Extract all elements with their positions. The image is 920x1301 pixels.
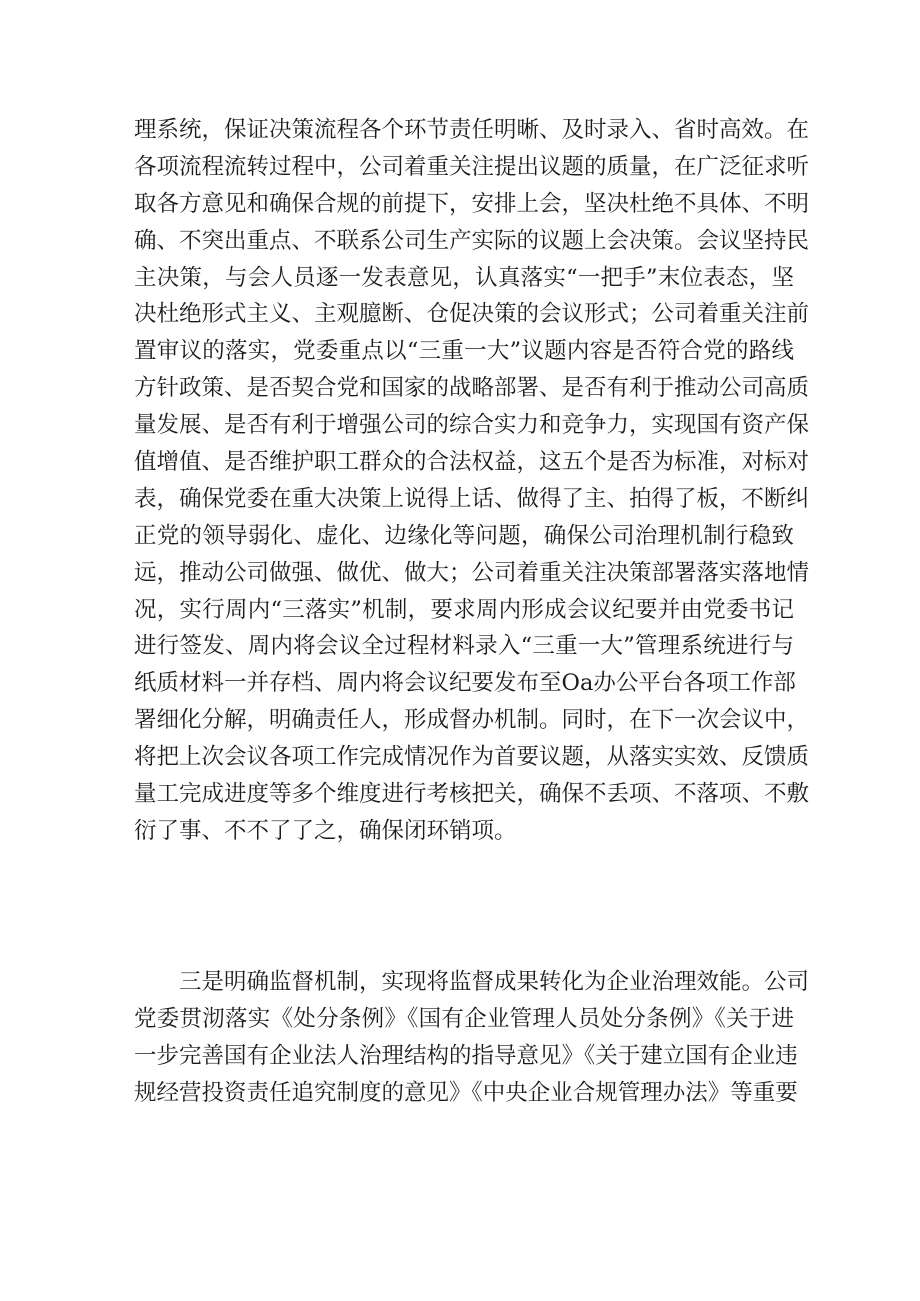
text-line: 取各方意见和确保合规的前提下，安排上会，坚决杜绝不具体、不明	[134, 190, 810, 217]
text-line: 理系统，保证决策流程各个环节责任明晰、及时录入、省时高效。在	[134, 117, 810, 143]
text-line: 远，推动公司做强、做优、做大；公司着重关注决策部署落实落地情	[134, 559, 810, 586]
text-line: 确、不突出重点、不联系公司生产实际的议题上会决策。会议坚持民	[134, 227, 810, 254]
text-line: 表，确保党委在重大决策上说得上话、做得了主、拍得了板，不断纠	[134, 485, 810, 512]
text-line: 衍了事、不不了了之，确保闭环销项。	[134, 817, 517, 844]
text-line: 署细化分解，明确责任人，形成督办机制。同时，在下一次会议中，	[134, 707, 810, 734]
text-line: 况，实行周内“三落实”机制，要求周内形成会议纪要并由党委书记	[134, 596, 794, 623]
text-line: 规经营投资责任追究制度的意见》《中央企业合规管理办法》等重要	[134, 1079, 798, 1106]
text-line: 方针政策、是否契合党和国家的战略部署、是否有利于推动公司高质	[134, 375, 810, 402]
text-line: 决杜绝形式主义、主观臆断、仓促决策的会议形式；公司着重关注前	[134, 301, 810, 328]
text-line: 进行签发、周内将会议全过程材料录入“三重一大”管理系统进行与	[134, 633, 794, 660]
paragraph-decision-process	[134, 112, 810, 850]
text-line: 主决策，与会人员逐一发表意见，认真落实“一把手”末位表态，坚	[134, 264, 794, 291]
text-line: 值增值、是否维护职工群众的合法权益，这五个是否为标准，对标对	[134, 449, 810, 476]
text-line: 正党的领导弱化、虚化、边缘化等问题，确保公司治理机制行稳致	[134, 522, 794, 549]
text-line: 各项流程流转过程中，公司着重关注提出议题的质量，在广泛征求听	[134, 153, 810, 180]
text-line: 量发展、是否有利于增强公司的综合实力和竞争力，实现国有资产保	[134, 412, 810, 439]
paragraph-supervision-mechanism	[134, 964, 810, 1112]
text-line: 量工完成进度等多个维度进行考核把关，确保不丢项、不落项、不敷	[134, 781, 810, 808]
text-line: 将把上次会议各项工作完成情况作为首要议题，从落实实效、反馈质	[134, 744, 810, 771]
text-line: 置审议的落实，党委重点以“三重一大”议题内容是否符合党的路线	[134, 338, 794, 365]
text-line: 一步完善国有企业法人治理结构的指导意见》《关于建立国有企业违	[134, 1042, 798, 1069]
text-line: 纸质材料一并存档、周内将会议纪要发布至Oa办公平台各项工作部	[134, 670, 796, 697]
text-line: 党委贯沏落实《处分条例》《国有企业管理人员处分条例》《关于进	[134, 1005, 794, 1032]
text-line: 三是明确监督机制，实现将监督成果转化为企业治理效能。公司	[179, 969, 810, 995]
